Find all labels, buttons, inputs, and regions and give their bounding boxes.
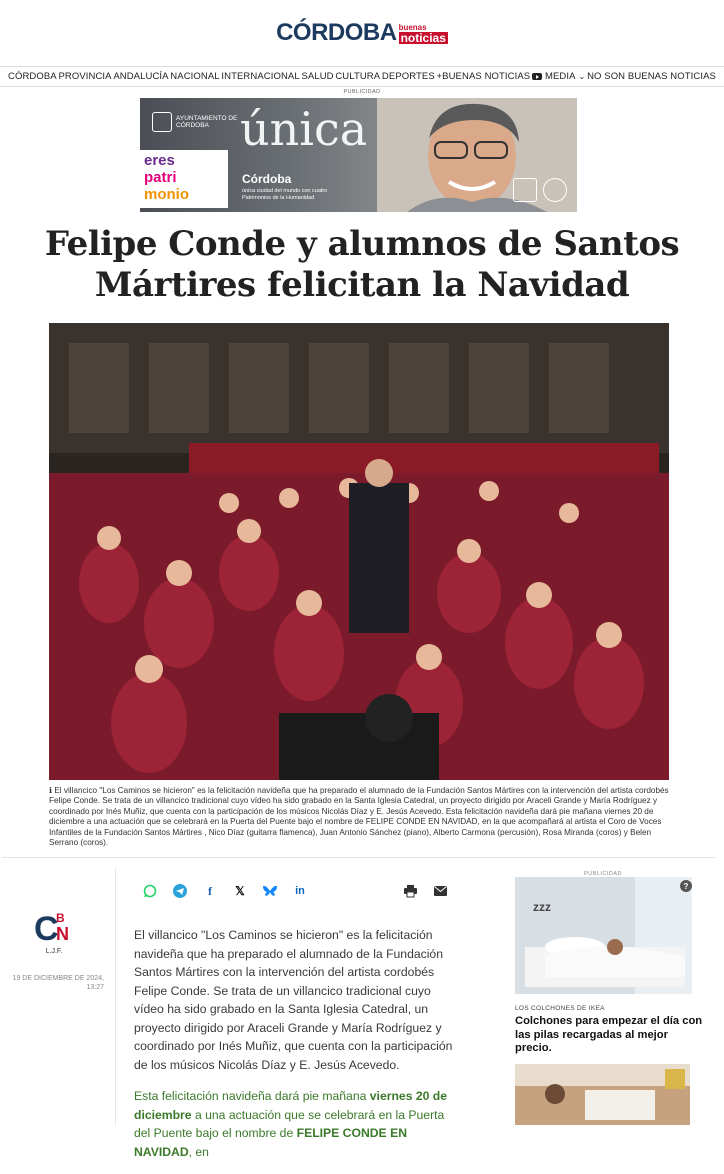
body-paragraph-2 (134, 1087, 456, 1161)
svg-text:zzz: zzz (533, 900, 551, 914)
nav-item-cordoba[interactable]: CÓRDOBA (8, 71, 57, 82)
nav-item-nacional[interactable]: NACIONAL (170, 71, 220, 82)
x-icon[interactable]: 𝕏 (235, 884, 245, 898)
share-bar (142, 883, 452, 901)
facebook-icon[interactable]: f (208, 883, 212, 898)
sidebar-ad-brand: LOS COLCHONES DE IKEA (515, 1005, 605, 1012)
print-icon[interactable] (402, 883, 418, 899)
eres-word: eres (144, 152, 175, 169)
site-logo[interactable] (276, 19, 448, 47)
whatsapp-icon[interactable] (142, 883, 158, 899)
patri-word: patri (144, 169, 177, 186)
email-icon[interactable] (432, 883, 448, 899)
ad-small-text: única ciudad del mundo con cuatro Patrimonios de la Humanidad (242, 188, 328, 201)
author-name[interactable]: L.J.F. (45, 948, 63, 955)
info-icon: ℹ (49, 786, 53, 795)
p2-event-bold: FELIPE CONDE EN NAVIDAD (134, 1126, 408, 1159)
ayuntamiento-text: AYUNTAMIENTO DE CÓRDOBA (176, 114, 238, 129)
nav-item-cultura[interactable]: CULTURA (335, 71, 381, 82)
eres-patrimonio-logo (140, 150, 228, 208)
svg-text:N: N (56, 924, 69, 944)
ad-label: PUBLICIDAD (343, 89, 381, 95)
article-body (134, 926, 456, 1174)
nav-item-media-label: MEDIA (544, 71, 576, 82)
nav-item-provincia[interactable]: PROVINCIA (58, 71, 112, 82)
nav-item-no-son-buenas[interactable]: NO SON BUENAS NOTICIAS (587, 71, 716, 82)
monio-word: monio (144, 186, 189, 203)
banner-ad[interactable] (140, 98, 577, 212)
divider (2, 857, 716, 858)
sidebar-ad-label: PUBLICIDAD (584, 871, 623, 877)
ad-unica-text: única (240, 102, 368, 156)
caption-text: El villancico "Los Caminos se hicieron" es la felicitación navideña que ha preparado el alumnado de la Fundación Santos Mártires con la intervención del artista cordobés Felipe Conde. Se trata de un villancico tradicional cuyo vídeo ha sido grabado en la Santa Iglesia Catedral, un proyecto dirigido por Araceli Grande y María Rodríguez y coordinado por Inés Muñiz, que cuenta con la participación de los músicos Nicolás Díaz y E. Jesús Acevedo. Esta felicitación navideña dará pie mañana viernes 20 de diciembre a una actuación que se celebrará en la Puerta del Puente bajo el nombre de FELIPE CONDE EN NAVIDAD, en la que acompañará al artista el Coro de Voces Infantiles de la Fundación Santos Mártires , Nico Díaz (guitarra flamenca), Juan Antonio Sánchez (piano), Alberto Carmona (percusión), Rosa Miranda (coros) y Belen Serrano (coros). (49, 786, 669, 848)
logo-text: CÓRDOBA (276, 19, 397, 46)
p2-date-bold: viernes 20 de diciembre (134, 1089, 448, 1122)
city-seal-icon (152, 112, 172, 132)
unesco-logos (513, 178, 567, 202)
publish-date: 19 DE DICIEMBRE DE 2024, 13:27 (12, 975, 104, 991)
logo-sub (399, 24, 448, 44)
telegram-icon[interactable] (172, 883, 188, 899)
sidebar-ad-bed-image[interactable] (515, 877, 692, 994)
svg-text:B: B (56, 911, 65, 925)
world-heritage-icon (543, 178, 567, 202)
article-main-photo[interactable] (49, 323, 669, 780)
p2-text-e: , en (188, 1144, 209, 1159)
ad-cordoba-text: Córdoba (242, 172, 292, 186)
article-title: Felipe Conde y alumnos de Santos Mártires felicitan la Navidad (44, 224, 680, 305)
chevron-down-icon: ⌄ (578, 72, 586, 81)
unesco-icon (513, 178, 537, 202)
sidebar-ad-room-image[interactable] (515, 1064, 690, 1125)
sidebar-ad-headline[interactable]: Colchones para empezar el día con las pilas recargadas al mejor precio. (515, 1015, 703, 1054)
author-avatar (34, 908, 78, 948)
author-column (0, 868, 116, 1125)
nav-item-deportes[interactable]: DEPORTES (381, 71, 435, 82)
ad-info-icon[interactable]: ? (680, 880, 692, 892)
youtube-icon (532, 73, 542, 80)
nav-item-media[interactable] (532, 71, 585, 82)
bluesky-icon[interactable] (262, 883, 278, 899)
nav-item-internacional[interactable]: INTERNACIONAL (221, 71, 300, 82)
logo-noticias: noticias (400, 31, 446, 45)
site-header (0, 0, 724, 66)
logo-buenas: buenas (398, 23, 427, 32)
p2-text-a: Esta felicitación navideña dará pie mañana (134, 1089, 370, 1103)
ayuntamiento-logo (152, 112, 246, 132)
main-nav (0, 66, 724, 87)
linkedin-icon[interactable]: in (295, 885, 305, 897)
body-paragraph-1: El villancico "Los Caminos se hicieron" es la felicitación navideña que ha preparado el alumnado de la Fundación Santos Mártires con la intervención del artista cordobés Felipe Conde. Se trata de un villancico tradicional cuyo vídeo ha sido grabado en la Santa Iglesia Catedral, un proyecto dirigido por Araceli Grande y María Rodríguez y coordinado por Inés Muñiz, que cuenta con la participación de los músicos Nicolás Díaz y E. Jesús Acevedo. (134, 928, 453, 1072)
nav-item-salud[interactable]: SALUD (301, 71, 334, 82)
svg-text:C: C (34, 910, 59, 948)
nav-item-andalucia[interactable]: ANDALUCÍA (113, 71, 169, 82)
p2-text-c: a una actuación que se celebrará en la Puerta del Puente bajo el nombre de (134, 1107, 445, 1140)
nav-item-buenas-noticias[interactable]: +BUENAS NOTICIAS (436, 71, 531, 82)
photo-caption (49, 786, 669, 848)
